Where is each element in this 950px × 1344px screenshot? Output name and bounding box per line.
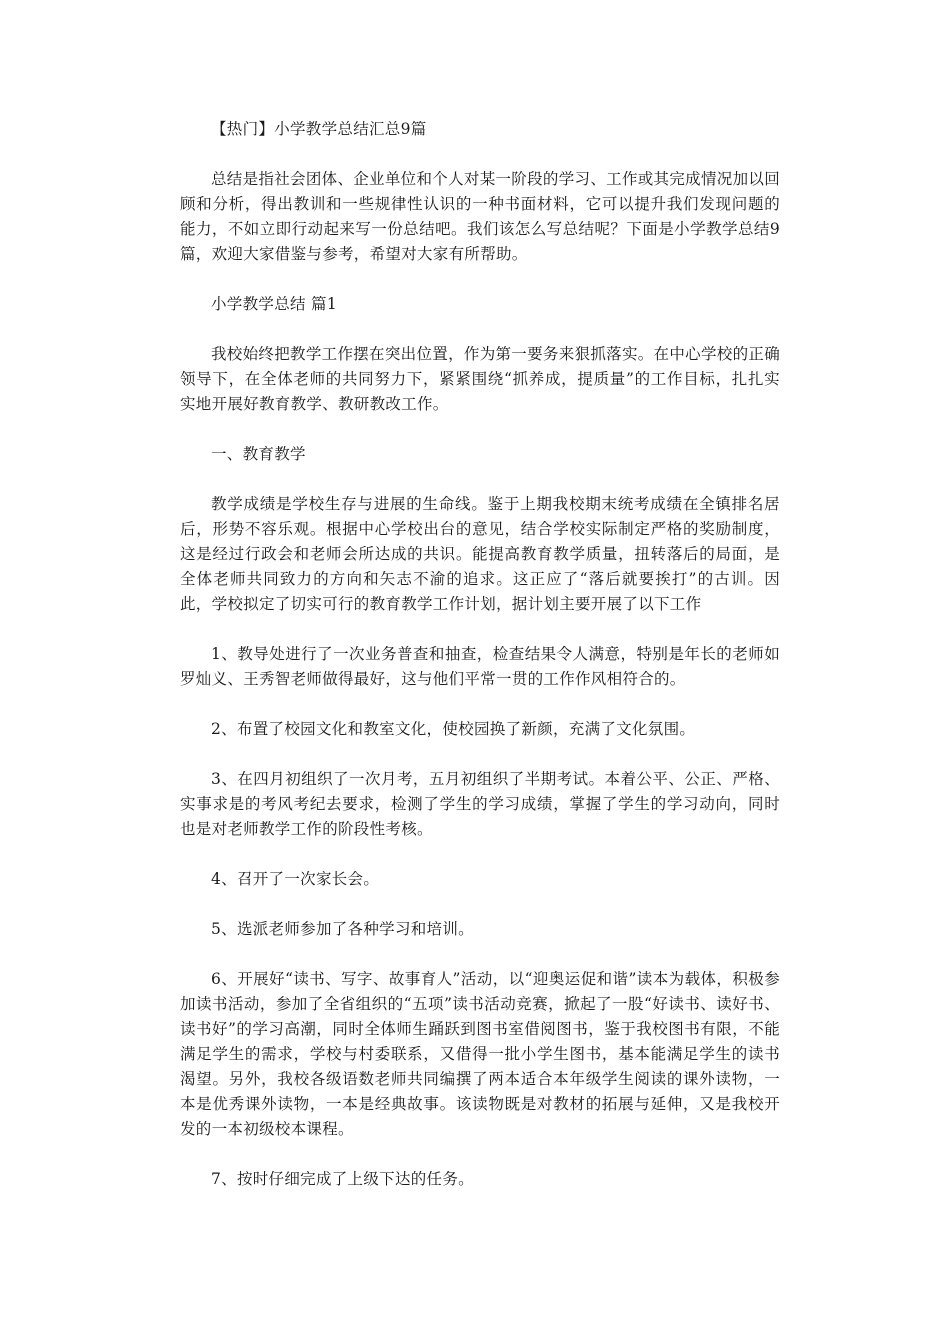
document-page: [180, 117, 780, 1192]
list-item: 4、召开了一次家长会。: [211, 870, 380, 888]
list-item: 7、按时仔细完成了上级下达的任务。: [211, 1170, 474, 1188]
list-item: 5、选派老师参加了各种学习和培训。: [211, 920, 474, 938]
list-item: 3、在四月初组织了一次月考，五月初组织了半期考试。本着公平、公正、严格、实事求是的考风考纪去要求，检测了学生的学习成绩，掌握了学生的学习动向，同时也是对老师教学工作的阶段性考核。: [180, 770, 780, 838]
section-heading: 小学教学总结 篇1: [211, 295, 337, 313]
subheading-1: 一、教育教学: [211, 445, 306, 463]
paragraph-2: 教学成绩是学校生存与进展的生命线。鉴于上期我校期末统考成绩在全镇排名居后，形势不容乐观。根据中心学校出台的意见，结合学校实际制定严格的奖励制度，这是经过行政会和老师会所达成的共识。能提高教育教学质量，扭转落后的局面，是全体老师共同致力的方向和矢志不渝的追求。这正应了“落后就要挨打”的古训。因此，学校拟定了切实可行的教育教学工作计划，据计划主要开展了以下工作: [180, 495, 780, 613]
list-item: 1、教导处进行了一次业务普查和抽查，检查结果令人满意，特别是年长的老师如罗灿义、王秀智老师做得最好，这与他们平常一贯的工作作风相符合的。: [180, 645, 780, 688]
list-item: 6、开展好“读书、写字、故事育人”活动，以“迎奥运促和谐”读本为载体，积极参加读书活动，参加了全省组织的“五项”读书活动竞赛，掀起了一股“好读书、读好书、读书好”的学习高潮，同时全体师生踊跃到图书室借阅图书，鉴于我校图书有限，不能满足学生的需求，学校与村委联系，又借得一批小学生图书，基本能满足学生的读书渴望。另外，我校各级语数老师共同编撰了两本适合本年级学生阅读的课外读物，一本是优秀课外读物，一本是经典故事。该读物既是对教材的拓展与延伸，又是我校开发的一本初级校本课程。: [180, 970, 780, 1138]
paragraph-1: 我校始终把教学工作摆在突出位置，作为第一要务来狠抓落实。在中心学校的正确领导下，在全体老师的共同努力下，紧紧围绕“抓养成，提质量”的工作目标，扎扎实实地开展好教育教学、教研教改工作。: [180, 345, 780, 413]
list-item: 2、布置了校园文化和教室文化，使校园换了新颜，充满了文化氛围。: [211, 720, 696, 738]
document-title: 【热门】小学教学总结汇总9篇: [211, 120, 427, 138]
intro-paragraph: 总结是指社会团体、企业单位和个人对某一阶段的学习、工作或其完成情况加以回顾和分析，得出教训和一些规律性认识的一种书面材料，它可以提升我们发现问题的能力，不如立即行动起来写一份总结吧。我们该怎么写总结呢？下面是小学教学总结9篇，欢迎大家借鉴与参考，希望对大家有所帮助。: [180, 170, 780, 263]
